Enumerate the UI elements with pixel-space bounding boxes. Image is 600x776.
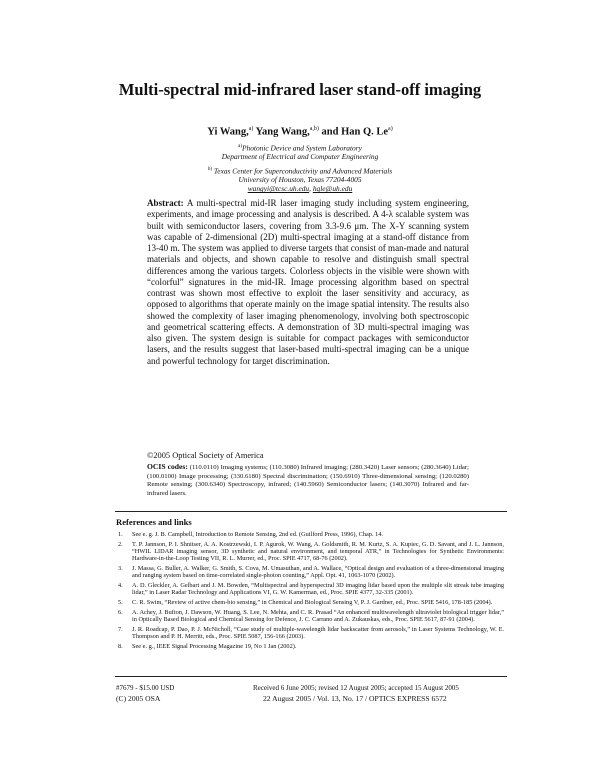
author-name: and Han Q. Le	[318, 126, 389, 138]
author-name: Yang Wang,	[253, 126, 310, 138]
reference-number: 7.	[118, 625, 123, 633]
reference-item	[116, 565, 504, 579]
reference-text: A. Achey, J. Bufton, J. Dawson, W. Huang, S. Lee, N. Mehta, and C. R. Prasad “An enhanced multiwavelength ultraviolet biological trigger lidar,” in Optically Based Biological and Chemical Sensing for Defence, J. C. Carrano and A. Zukauskas, eds., Proc. SPIE 5617, 87-91 (2004).	[132, 608, 504, 623]
article-id-price: #7679 - $15.00 USD	[116, 684, 175, 692]
copyright-notice: ©2005 Optical Society of America	[147, 451, 264, 460]
reference-number: 8.	[118, 642, 123, 650]
email-link[interactable]: hqle@uh.edu	[312, 184, 353, 194]
paper-title: Multi-spectral mid-infrared laser stand-off imaging	[118, 80, 482, 99]
affil-line: Photonic Device and System Laboratory	[242, 143, 362, 153]
reference-item	[116, 541, 504, 563]
author-name: Yi Wang,	[207, 126, 249, 138]
footer-divider	[115, 676, 507, 677]
affil-line: Texas Center for Superconductivity and Advanced Materials	[213, 166, 393, 176]
affil-line: University of Houston, Texas 77204-4005	[238, 175, 362, 185]
affiliation-b	[110, 165, 490, 193]
reference-number: 1.	[118, 531, 123, 538]
reference-text: A. D. Gleckler, A. Gelbart and J. M. Bowden, “Multispectral and hyperspectral 3D imaging lidar based upon the multiple slit streak tube imaging lidar,” in Laser Radar Technology and Applications VI, G. W. Kamerman, ed., Proc. SPIE 4377, 32-335 (2001).	[132, 582, 504, 597]
affil-line: Department of Electrical and Computer Engineering	[221, 152, 379, 162]
reference-item	[116, 531, 504, 538]
affil-mark: b)	[207, 167, 212, 172]
reference-list	[116, 531, 504, 653]
abstract-text: A multi-spectral mid-IR laser imaging study including system engineering, experiments, and image processing and analysis is described. A 4-λ scalable system was built with semiconductor lasers, covering from 3.3-9.6 μm. The X-Y scanning system was capable of 2-dimensional (2D) multi-spectral imaging at a stand-off distance from 13-40 m. The system was applied to diverse targets that consist of man-made and natural materials and objects, and shown capable to resolve and distinguish small spectral differences among the various targets. Colorless objects in the visible were shown with “colorful” signatures in the mid-IR. Image processing algorithm based on spectral contrast was shown most effective to exploit the laser sensitivity and accuracy, as opposed to algorithms that operate mainly on the image spatial intensity. The results also showed the complexity of laser imaging phenomenology, involving both spectroscopic and geometrical scattering effects. A demonstration of 3D multi-spectral imaging was also given. The system design is suitable for compact packages with semiconductor lasers, and the results suggest that laser-based multi-spectral imaging can be a unique and powerful technology for target discrimination.	[147, 198, 469, 366]
reference-number: 5.	[118, 599, 123, 606]
author-affil-mark: a)	[388, 126, 393, 132]
author-list	[110, 126, 490, 138]
reference-item	[116, 609, 504, 623]
reference-number: 3.	[118, 565, 123, 572]
author-affil-mark: a,b)	[309, 126, 319, 132]
reference-item	[116, 626, 504, 640]
abstract-label: Abstract:	[147, 198, 184, 208]
reference-item	[116, 643, 504, 650]
section-divider	[115, 511, 507, 512]
reference-number: 6.	[118, 608, 123, 616]
reference-text: J. Massa, G. Buller, A. Walker, G. Smith, S. Cova, M. Umasuthan, and A. Wallace, “Optical design and evaluation of a three-dimensional imaging and ranging system based on time-correlated single-photon counting,” Appl. Opt. 41, 1063-1070 (2002).	[132, 565, 504, 580]
issue-info: 22 August 2005 / Vol. 13, No. 17 / OPTICS EXPRESS 6572	[263, 694, 447, 703]
reference-text: C. R. Swim, “Review of active chem-bio sensing,” in Chemical and Biological Sensing V, P. J. Gardner, ed., Proc. SPIE 5416, 178-185 (2004).	[132, 599, 493, 606]
reference-text: J. R. Roadcap, P. Dao, P. J. McNicholl, “Case study of multiple-wavelength lidar backscatter from aerosols,” in Laser Systems Technology, W. E. Thompson and P. H. Merritt, eds., Proc. SPIE 5087, 156-166 (2003).	[132, 625, 504, 640]
email-link[interactable]: wangyi@tcsc.uh.edu	[247, 184, 310, 194]
ocis-label: OCIS codes:	[147, 462, 188, 471]
reference-text: T. P. Jannson, P. I. Shnitser, A. A. Kostrzewski, I. P. Agurok, W. Wang, A. Goldsmith, R. M. Kurtz, S. A. Kupiec, G. D. Savant, and J. L. Jannson, “HWIL LIDAR imaging sensor, 3D synthetic and natural environment, and temporal ATR,” in Technologies for Synthetic Environments: Hardware-in-the-Loop Testing VII, R. L. Murrer, ed., Proc. SPIE 4717, 68-76 (2002).	[132, 540, 504, 563]
author-emails	[110, 184, 490, 193]
affiliation-a	[110, 142, 490, 161]
affil-mark: a)	[238, 144, 242, 149]
reference-text: See e. g. J. B. Campbell, Introduction to Remote Sensing, 2nd ed. (Guilford Press, 1996), Chap. 14.	[132, 531, 383, 538]
ocis-codes	[147, 463, 469, 498]
copyright-osa: (C) 2005 OSA	[116, 694, 161, 703]
reference-number: 2.	[118, 540, 123, 548]
ocis-text: (110.0110) Imaging systems; (110.3080) Infrared imaging; (280.3420) Laser sensors; (280.3640) Lidar; (100.0100) Image processing; (330.6180) Spectral discrimination; (150.6910) Three-dimensional sensing; (120.0280) Remote sensing; (300.6340) Spectroscopy, infrared; (140.5960) Semiconductor lasers; (140.3070) Infrared and far-infrared lasers.	[147, 464, 469, 497]
reference-number: 4.	[118, 582, 123, 589]
abstract	[147, 198, 469, 367]
received-dates: Received 6 June 2005; revised 12 August 2005; accepted 15 August 2005	[253, 684, 459, 692]
email-separator: ,	[309, 184, 313, 194]
reference-text: See e. g., IEEE Signal Processing Magazine 19, No 1 Jan (2002).	[132, 642, 297, 650]
references-heading: References and links	[116, 517, 192, 527]
reference-item	[116, 582, 504, 596]
reference-item	[116, 599, 504, 606]
author-affil-mark: a)	[248, 126, 254, 132]
